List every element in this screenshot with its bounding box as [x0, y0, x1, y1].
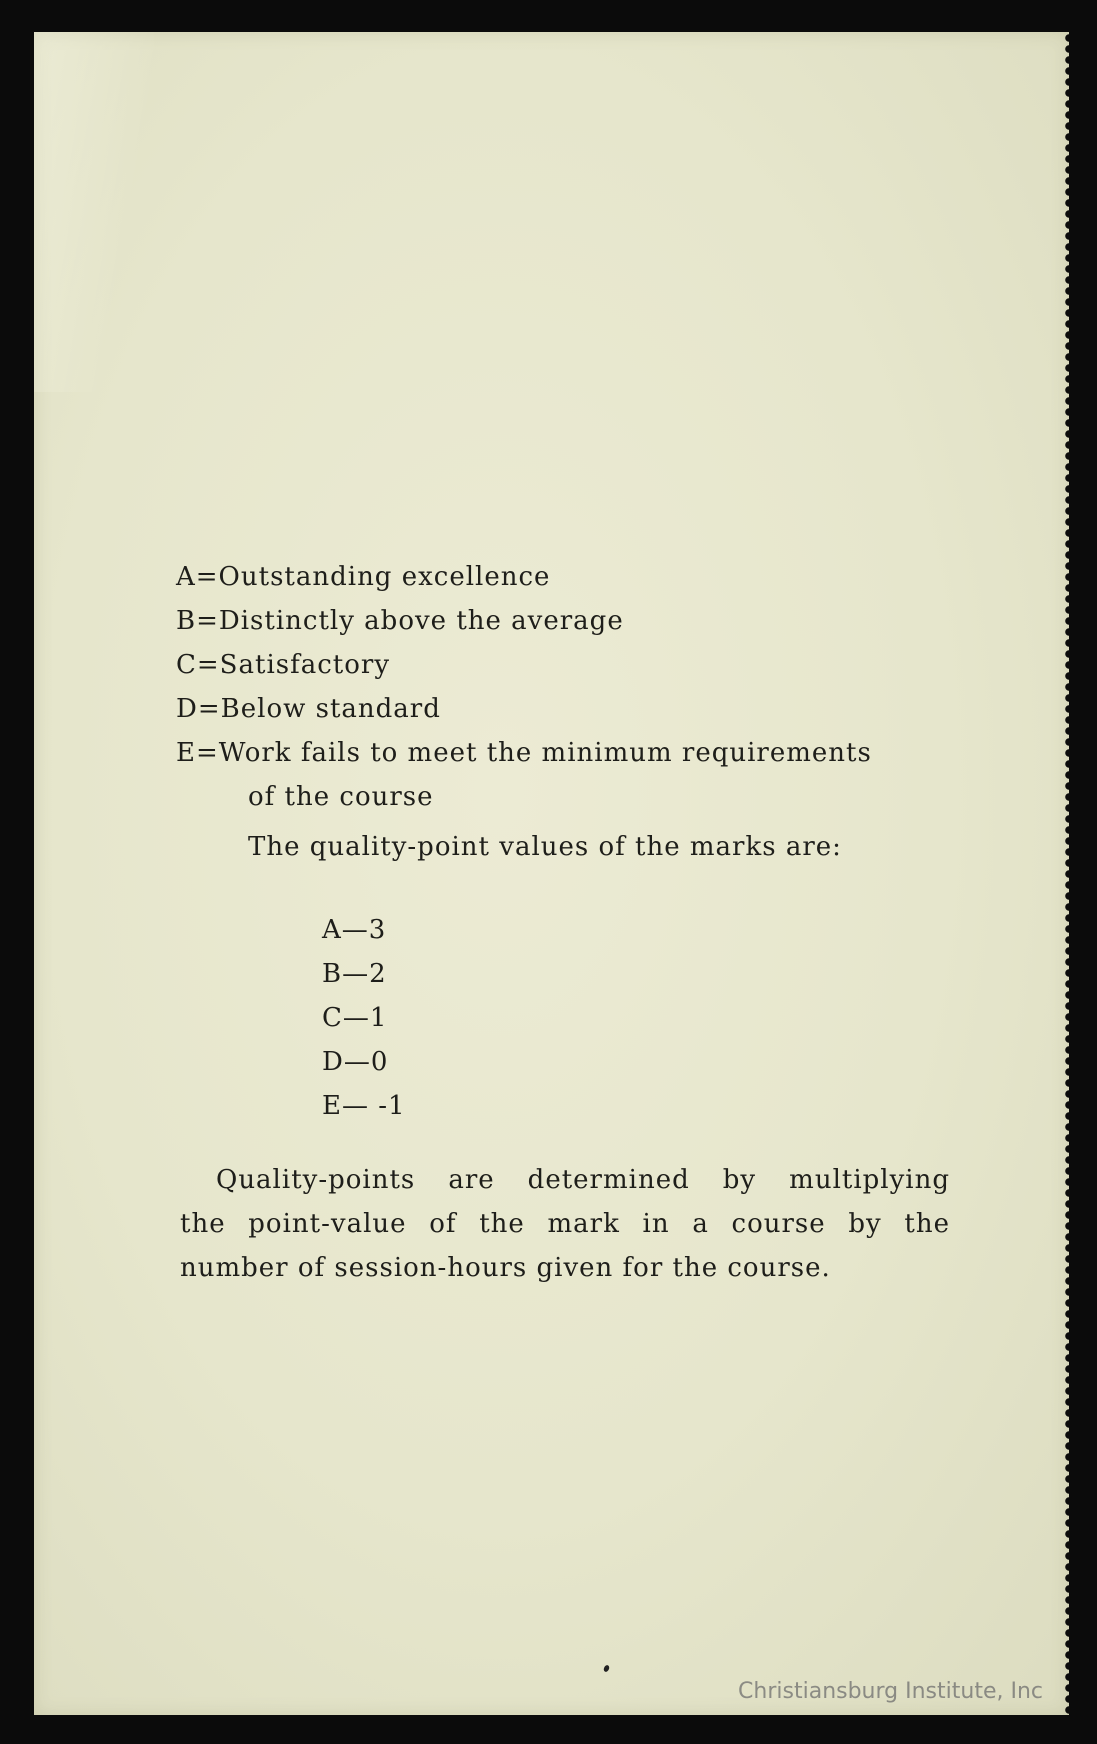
- perforated-edge: [1063, 32, 1075, 1715]
- quality-point-c: C—1: [322, 1003, 388, 1033]
- grade-a-definition: A=Outstanding excellence: [176, 562, 551, 592]
- watermark: Christiansburg Institute, Inc: [738, 1679, 1043, 1704]
- quality-point-intro: The quality-point values of the marks are:: [248, 832, 842, 862]
- quality-point-d: D—0: [322, 1047, 389, 1077]
- grade-b-definition: B=Distinctly above the average: [176, 606, 624, 636]
- quality-point-e: E— -1: [322, 1091, 406, 1121]
- paper-sheet: [34, 32, 1069, 1715]
- explanation-line-1: Quality-points are determined by multiplying: [216, 1165, 950, 1195]
- grade-c-definition: C=Satisfactory: [176, 650, 391, 680]
- grade-e-definition: E=Work fails to meet the minimum requirements: [176, 738, 872, 768]
- quality-point-b: B—2: [322, 959, 387, 989]
- paper-fold: [34, 32, 154, 392]
- quality-point-a: A—3: [322, 915, 387, 945]
- explanation-line-2: the point-value of the mark in a course by the: [180, 1209, 950, 1239]
- grade-e-definition-continued: of the course: [248, 782, 434, 812]
- explanation-line-3: number of session-hours given for the course.: [180, 1253, 831, 1283]
- grade-d-definition: D=Below standard: [176, 694, 441, 724]
